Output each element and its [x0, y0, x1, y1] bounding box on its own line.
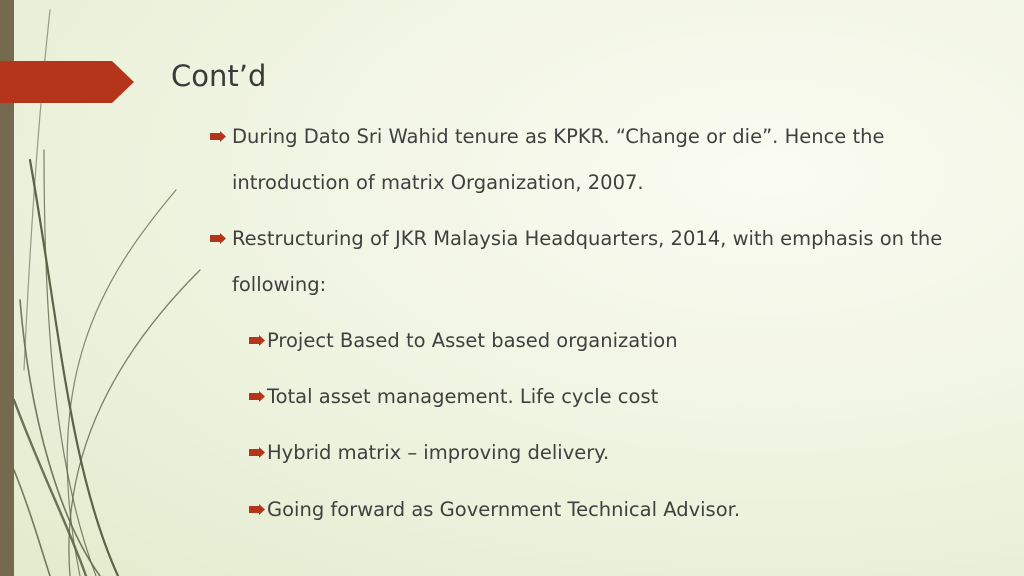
bullet-text: Restructuring of JKR Malaysia Headquarters, 2014, with emphasis on the following:: [232, 227, 943, 296]
slide-title: Cont’d: [171, 59, 267, 93]
sub-bullet-item: [267, 430, 947, 476]
bullet-text: Going forward as Government Technical Advisor.: [267, 498, 741, 521]
arrow-bullet-icon: [249, 447, 265, 458]
sub-bullet-item: [267, 487, 947, 533]
sub-bullet-item: [267, 318, 947, 364]
arrow-bullet-icon: [210, 233, 226, 244]
arrow-bullet-icon: [249, 391, 265, 402]
bullet-text: Hybrid matrix – improving delivery.: [267, 441, 610, 464]
arrow-bullet-icon: [249, 335, 265, 346]
bullet-text: Project Based to Asset based organization: [267, 329, 678, 352]
bullet-text: Total asset management. Life cycle cost: [267, 385, 659, 408]
arrow-bullet-icon: [210, 131, 226, 142]
bullet-item: [232, 216, 952, 308]
sub-bullet-item: [267, 374, 947, 420]
arrow-bullet-icon: [249, 504, 265, 515]
bullet-item: [232, 114, 952, 206]
bullet-text: During Dato Sri Wahid tenure as KPKR. “Change or die”. Hence the introduction of matrix Organization, 2007.: [232, 125, 885, 194]
